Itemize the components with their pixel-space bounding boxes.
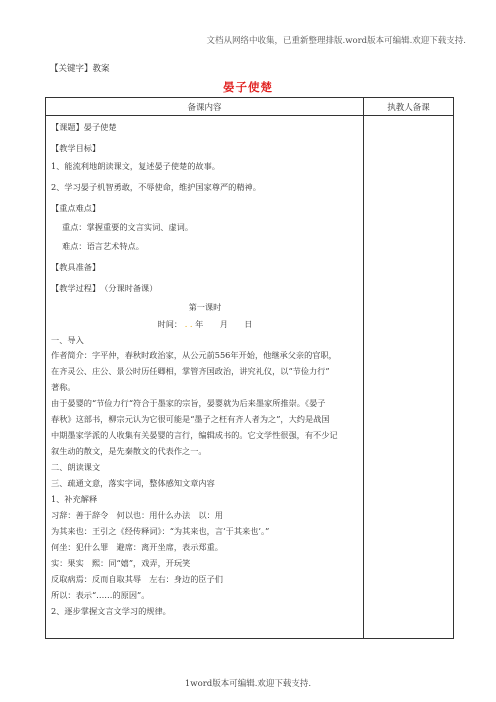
note-line: 习辞：善于辞令 何以也：用什么办法 以：用 xyxy=(51,510,223,520)
footer-note: 1word版本可编辑.欢迎下载支持. xyxy=(184,679,312,689)
paragraph-line: 在齐灵公、庄公、景公时历任卿相，掌管齐国政治，讲究礼仪，以“节俭力行” xyxy=(51,366,330,376)
page-title: 晏子使楚 xyxy=(223,80,273,94)
subsection-heading: 2、逐步掌握文言文学习的规律。 xyxy=(51,606,171,616)
subsection-heading: 1、补充解释 xyxy=(51,494,98,504)
lesson-content-cell xyxy=(46,116,364,639)
paragraph-line: 作者简介：字平仲，春秋时政治家，从公元前556年开始，他继承父亲的官职， xyxy=(51,350,337,360)
prep-heading: 【教具准备】 xyxy=(51,262,101,272)
table-body-row xyxy=(46,116,454,639)
time-fields: 年 月 日 xyxy=(195,319,253,329)
key-point: 重点：掌握重要的文言实词、虚词。 xyxy=(62,222,194,232)
content-column-header: 备课内容 xyxy=(46,98,364,116)
paragraph-line: 春秋》这部书，柳宗元认为它很可能是“墨子之枉有齐人者为之”，大约是战国 xyxy=(51,414,330,424)
header-note: 文档从网络中收集，已重新整理排版.word版本可编辑.欢迎下载支持. xyxy=(206,36,466,46)
lesson-title: 第一课时 xyxy=(188,302,222,312)
lesson-plan-table xyxy=(45,97,454,639)
notes-column-header: 执教人备课 xyxy=(364,98,454,116)
topic-line: 【课题】晏子使楚 xyxy=(51,122,117,132)
section-heading: 二、朗读课文 xyxy=(51,462,101,472)
time-line xyxy=(51,317,359,332)
key-points-heading: 【重点难点】 xyxy=(51,203,101,213)
goal-item: 1、能流利地朗读课文，复述晏子使楚的故事。 xyxy=(51,161,220,171)
note-line: 所以：表示“……的原因”。 xyxy=(51,590,150,600)
goals-heading: 【教学目标】 xyxy=(51,143,101,153)
time-dots: . . xyxy=(184,319,193,329)
table-header-row xyxy=(46,98,454,116)
keyword-line: 【关键字】教案 xyxy=(50,64,110,74)
paragraph-line: 叙生动的散文，是先秦散文的代表作之一。 xyxy=(51,446,207,456)
note-line: 反取病焉：反而自取其辱 左右：身边的臣子们 xyxy=(51,574,223,584)
time-label: 时间： xyxy=(157,319,183,329)
note-line: 何坐：犯什么罪 避席：离开坐席，表示郑重。 xyxy=(51,542,223,552)
paragraph-line: 由于晏婴的“节俭力行“符合于墨家的宗旨，晏婴就为后来墨家所推崇。《晏子 xyxy=(51,398,326,408)
process-heading: 【教学过程】 （分课时备课） xyxy=(51,283,158,293)
section-heading: 一、导入 xyxy=(51,335,84,345)
goal-item: 2、学习晏子机智勇敢，不辱使命，维护国家尊严的精神。 xyxy=(51,182,261,192)
paragraph-line: 中期墨家学派的人收集有关晏婴的言行，编辑成书的。它文学性很强，有不少记 xyxy=(51,430,338,440)
note-line: 实：果实 熙：同“嬉”，戏弄，开玩笑 xyxy=(51,558,191,568)
section-heading: 三、疏通文意，落实字词，整体感知文章内容 xyxy=(51,478,215,488)
note-line: 为其来也：王引之《经传释词》：“为其来也，言‘于其来也’。” xyxy=(51,526,270,536)
difficulty-point: 难点：语言艺术特点。 xyxy=(62,241,144,251)
teacher-notes-cell xyxy=(364,116,454,639)
paragraph-line: 著称。 xyxy=(51,382,76,392)
